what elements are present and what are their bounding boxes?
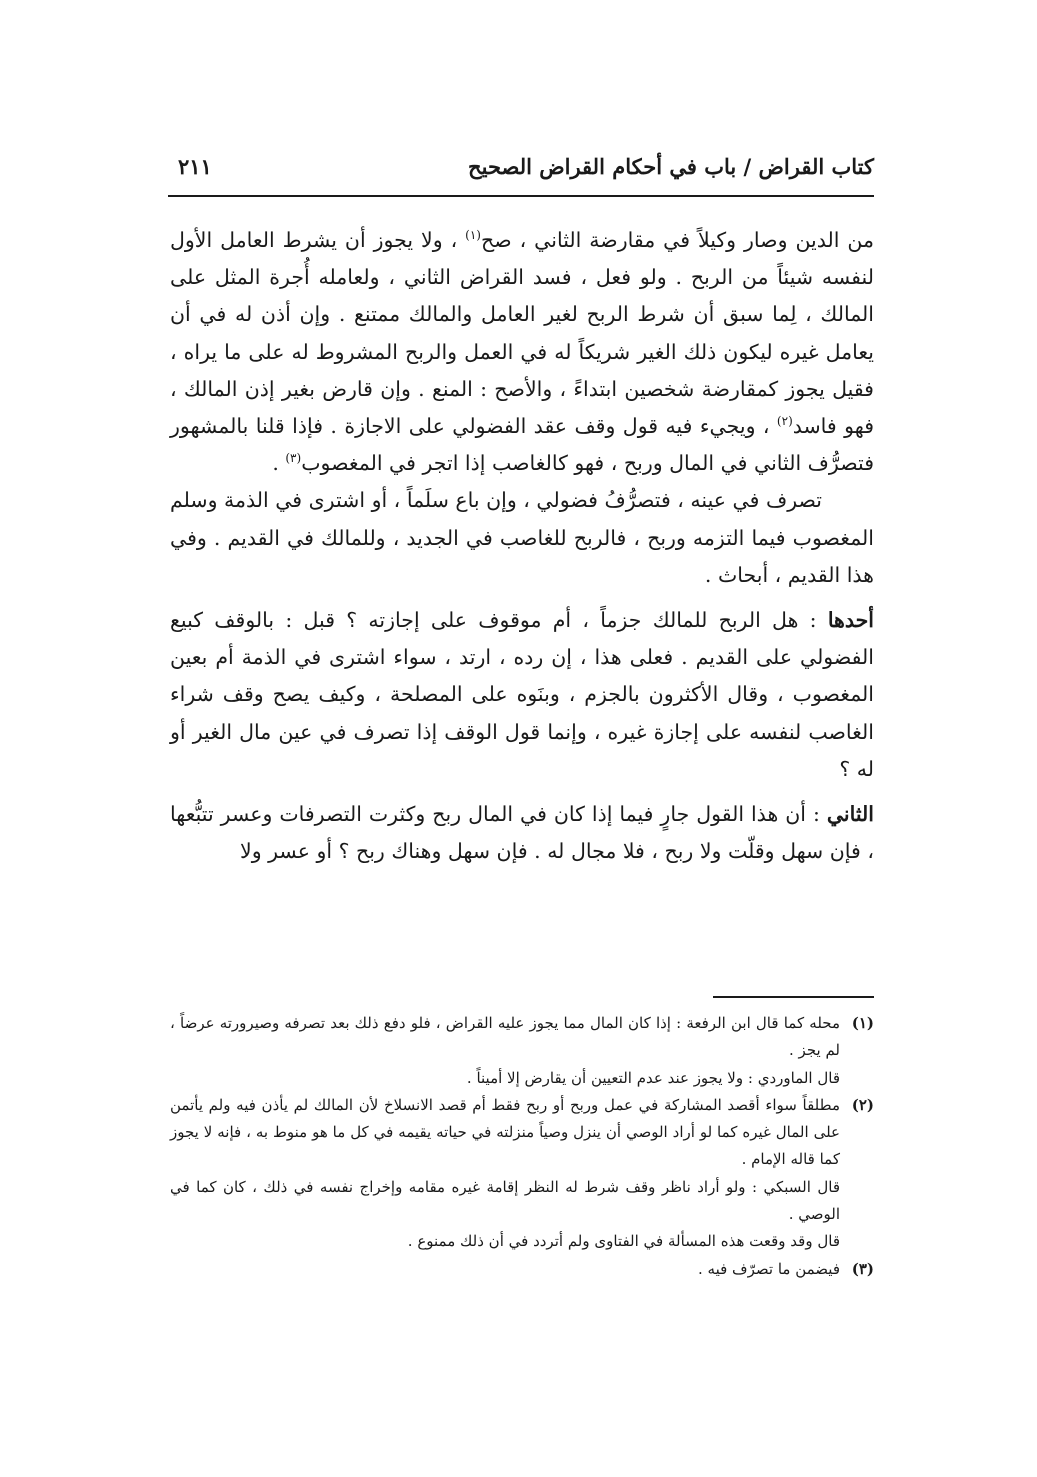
footnote-separator bbox=[713, 996, 874, 998]
footnote-2 bbox=[170, 1092, 874, 1256]
footnote-2-marker: (٢) bbox=[851, 1095, 874, 1114]
paragraph-2: تصرف في عينه ، فتصرُّفُ فضولي ، وإن باع سلَماً ، أو اشترى في الذمة وسلم المغصوب فيما التزمه وربح ، فالربح للغاصب في الجديد ، وللمالك في القديم . وفي هذا القديم ، أبحاث . bbox=[170, 488, 874, 587]
header-title: كتاب القراض / باب في أحكام القراض الصحيح bbox=[468, 154, 874, 179]
page-number: ٢١١ bbox=[178, 154, 212, 179]
running-header bbox=[168, 150, 874, 190]
paragraph-1 bbox=[170, 222, 874, 482]
footnote-2-line-2: قال السبكي : ولو أراد ناظر وقف شرط له النظر إقامة غيره مقامه وإخراج نفسه في ذلك ، كان كما في الوصي . bbox=[170, 1177, 840, 1224]
paragraph-1-part-4: . bbox=[272, 451, 286, 476]
footnote-3 bbox=[170, 1256, 874, 1283]
footnote-1 bbox=[170, 1010, 874, 1092]
paragraph-4 bbox=[170, 796, 874, 870]
footnote-ref-2[interactable]: (٢) bbox=[776, 414, 793, 429]
footnote-1-line-2: قال الماوردي : ولا يجوز عند عدم التعيين أن يقارض إلا أميناً . bbox=[466, 1068, 840, 1087]
footnote-3-marker: (٣) bbox=[851, 1259, 874, 1278]
paragraph-1-part-3: ، ويجيء فيه قول وقف عقد الفضولي على الاجازة . فإذا قلنا بالمشهور فتصرُّف الثاني في المال وربح ، فهو كالغاصب إذا اتجر في المغصوب bbox=[170, 414, 874, 476]
footnote-2-line-3: قال وقد وقعت هذه المسألة في الفتاوى ولم أتردد في أن ذلك ممنوع . bbox=[407, 1232, 840, 1251]
footnote-2-line-1: مطلقاً سواء أقصد المشاركة في عمل وربح أو ربح فقط أم قصد الانسلاخ لأن المالك لم يأذن فيه ولم يأتمن على المال غيره كما لو أراد الوصي أن ينزل وصياً منزلته في حياته يقيمه في كل ما هو منوط به ، فإنه لا يجوز كما قاله الإمام . bbox=[170, 1095, 840, 1169]
footnote-ref-1[interactable]: (١) bbox=[465, 228, 481, 243]
paragraph-4-text: : أن هذا القول جارٍ فيما إذا كان في المال ربح وكثرت التصرفات وعسر تتبُّعها ، فإن سهل وقلّت ولا ربح ، فلا مجال له . فإن سهل وهناك ربح ؟ أو عسر ولا bbox=[170, 802, 874, 864]
main-text bbox=[170, 222, 874, 870]
footnote-ref-3[interactable]: (٣) bbox=[285, 451, 302, 466]
paragraph-4-lead: الثاني bbox=[826, 802, 874, 827]
footnote-1-marker: (١) bbox=[851, 1014, 874, 1032]
paragraph-1-part-1: من الدين وصار وكيلاً في مقارضة الثاني ، صح bbox=[480, 228, 875, 252]
paragraph-3-lead: أحدها bbox=[827, 608, 874, 633]
footnote-3-line-1: فيضمن ما تصرّف فيه . bbox=[698, 1259, 840, 1278]
footnote-1-line-1: محله كما قال ابن الرفعة : إذا كان المال مما يجوز عليه القراض ، فلو دفع ذلك بعد تصرفه وصيرورته عرضاً ، لم يجز . bbox=[170, 1014, 840, 1060]
paragraph-3-text: : هل الربح للمالك جزماً ، أم موقوف على إجازته ؟ قبل : بالوقف كبيع الفضولي على القديم . فعلى هذا ، إن رده ، ارتد ، سواء اشترى في الذمة أم بعين المغصوب ، وقال الأكثرون بالجزم ، وبنَوه على المصلحة ، وكيف يصح وقف شراء الغاصب لنفسه على إجازة غيره ، وإنما قول الوقف إذا تصرف في عين مال الغير أو له ؟ bbox=[170, 608, 874, 781]
paragraph-3 bbox=[170, 602, 874, 788]
header-rule bbox=[168, 195, 874, 197]
paragraph-1-part-2: ، ولا يجوز أن يشرط العامل الأول لنفسه شيئاً من الربح . ولو فعل ، فسد القراض الثاني ، ولعامله أُجرة المثل على المالك ، لِما سبق أن شرط الربح لغير العامل والمالك ممتنع . وإن أذن له في أن يعامل غيره ليكون ذلك الغير شريكاً له في العمل والربح المشروط له على ما يراه ، فقيل يجوز كمقارضة شخصين ابتداءً ، والأصح : المنع . وإن قارض بغير إذن المالك ، فهو فاسد bbox=[170, 228, 874, 439]
footnotes bbox=[170, 1010, 874, 1283]
